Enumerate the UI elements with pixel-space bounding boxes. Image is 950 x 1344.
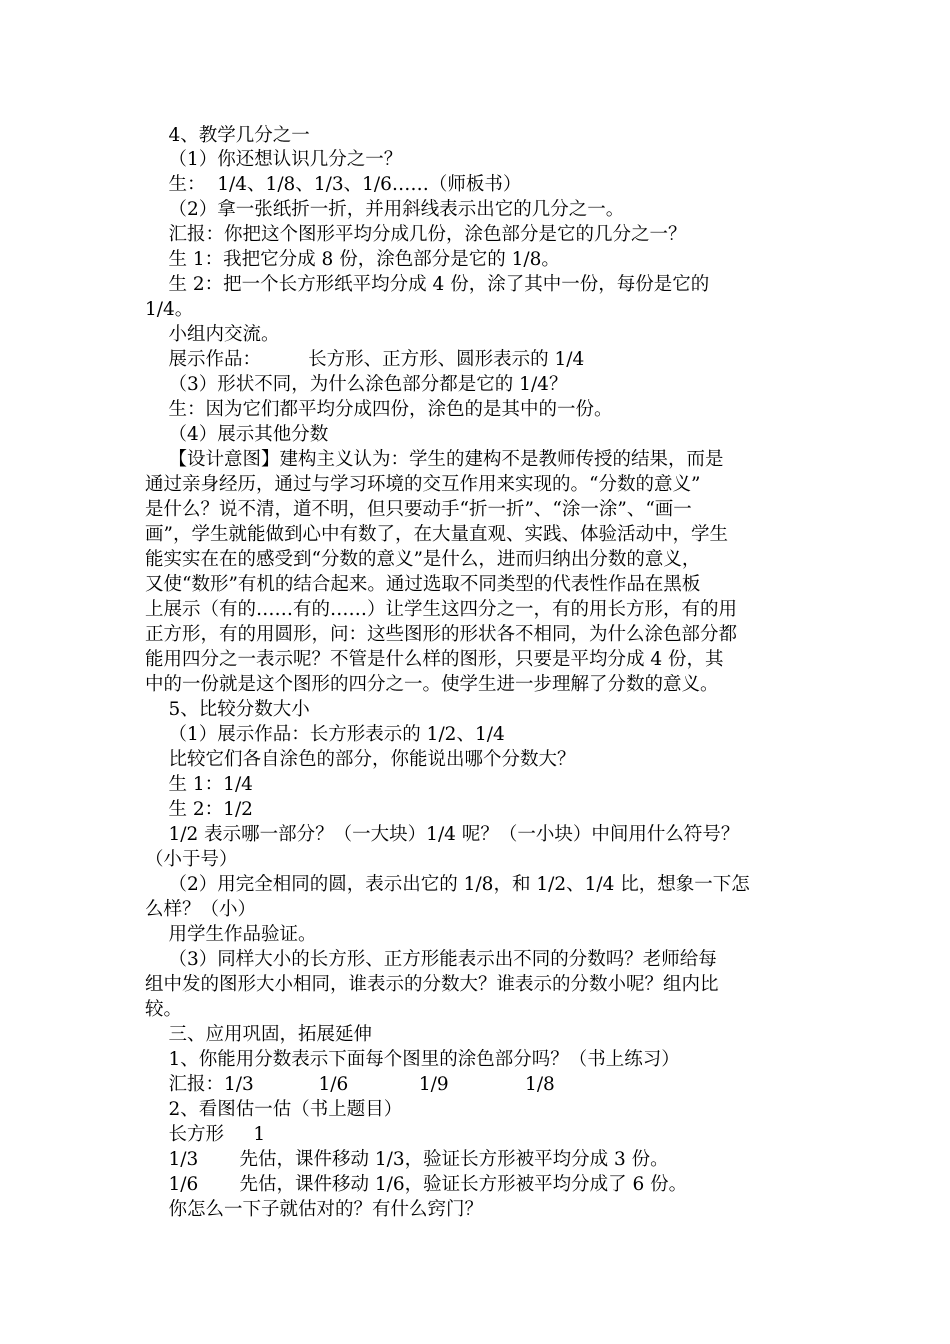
paragraph: 用学生作品验证。 (145, 924, 317, 945)
paragraph: 2、看图估一估（书上题目） (145, 1099, 403, 1120)
design-intent-paragraph: 【设计意图】建构主义认为：学生的建构不是教师传授的结果，而是 (145, 449, 724, 470)
paragraph: 1/3 先估，课件移动 1/3，验证长方形被平均分成 3 份。 (145, 1149, 669, 1170)
paragraph: （小于号） (145, 849, 238, 870)
paragraph: （2）拿一张纸折一折，并用斜线表示出它的几分之一。 (145, 199, 625, 220)
paragraph: （1）展示作品：长方形表示的 1/2、1/4 (145, 724, 505, 745)
paragraph: 1/4。 (145, 299, 194, 320)
paragraph: 展示作品： 长方形、正方形、圆形表示的 1/4 (145, 349, 585, 370)
paragraph: 你怎么一下子就估对的？有什么窍门？ (145, 1199, 484, 1220)
paragraph: 生： 1/4、1/8、1/3、1/6……（师板书） (145, 174, 522, 195)
paragraph: 生 1：我把它分成 8 份，涂色部分是它的 1/8。 (145, 249, 560, 270)
paragraph: 生 1：1/4 (145, 774, 253, 795)
design-intent-paragraph: 又使“数形”有机的结合起来。通过选取不同类型的代表性作品在黑板 (145, 574, 701, 595)
paragraph: （1）你还想认识几分之一？ (145, 149, 403, 170)
heading-3: 三、应用巩固，拓展延伸 (145, 1024, 373, 1045)
paragraph: 长方形 1 (145, 1124, 266, 1145)
design-intent-paragraph: 是什么？说不清，道不明，但只要动手“折一折”、“涂一涂”、“画一 (145, 499, 692, 520)
heading-5: 5、比较分数大小 (145, 699, 310, 720)
design-intent-paragraph: 能用四分之一表示呢？不管是什么样的图形，只要是平均分成 4 份，其 (145, 649, 724, 670)
paragraph: （3）形状不同，为什么涂色部分都是它的 1/4？ (145, 374, 568, 395)
paragraph: 比较它们各自涂色的部分，你能说出哪个分数大？ (145, 749, 576, 770)
design-intent-paragraph: 正方形，有的用圆形，问：这些图形的形状各不相同，为什么涂色部分都 (145, 624, 738, 645)
paragraph: 么样？（小） (145, 899, 257, 920)
design-intent-paragraph: 中的一份就是这个图形的四分之一。使学生进一步理解了分数的意义。 (145, 674, 719, 695)
paragraph: 生 2：把一个长方形纸平均分成 4 份，涂了其中一份，每份是它的 (145, 274, 710, 295)
paragraph: 1、你能用分数表示下面每个图里的涂色部分吗？（书上练习） (145, 1049, 680, 1070)
design-intent-paragraph: 通过亲身经历，通过与学习环境的交互作用来实现的。“分数的意义” (145, 474, 701, 495)
paragraph: （4）展示其他分数 (145, 424, 329, 445)
paragraph: 1/2 表示哪一部分？（一大块）1/4 呢？（一小块）中间用什么符号？ (145, 824, 740, 845)
heading-4: 4、教学几分之一 (145, 125, 310, 146)
paragraph: 汇报：你把这个图形平均分成几份，涂色部分是它的几分之一？ (145, 224, 687, 245)
paragraph: 生 2：1/2 (145, 799, 253, 820)
paragraph: 较。 (145, 999, 183, 1020)
design-intent-paragraph: 上展示（有的……有的……）让学生这四分之一，有的用长方形，有的用 (145, 599, 738, 620)
paragraph: （2）用完全相同的圆，表示出它的 1/8，和 1/2、1/4 比，想象一下怎 (145, 874, 750, 895)
paragraph: 汇报：1/3 1/6 1/9 1/8 (145, 1074, 555, 1095)
paragraph: 生：因为它们都平均分成四份，涂色的是其中的一份。 (145, 399, 613, 420)
design-intent-paragraph: 能实实在在的感受到“分数的意义”是什么，进而归纳出分数的意义， (145, 549, 701, 570)
paragraph: （3）同样大小的长方形、正方形能表示出不同的分数吗？老师给每 (145, 949, 717, 970)
design-intent-paragraph: 画”，学生就能做到心中有数了，在大量直观、实践、体验活动中，学生 (145, 524, 728, 545)
paragraph: 1/6 先估，课件移动 1/6，验证长方形被平均分成了 6 份。 (145, 1174, 688, 1195)
paragraph: 小组内交流。 (145, 324, 280, 345)
paragraph: 组中发的图形大小相同，谁表示的分数大？谁表示的分数小呢？组内比 (145, 974, 719, 995)
